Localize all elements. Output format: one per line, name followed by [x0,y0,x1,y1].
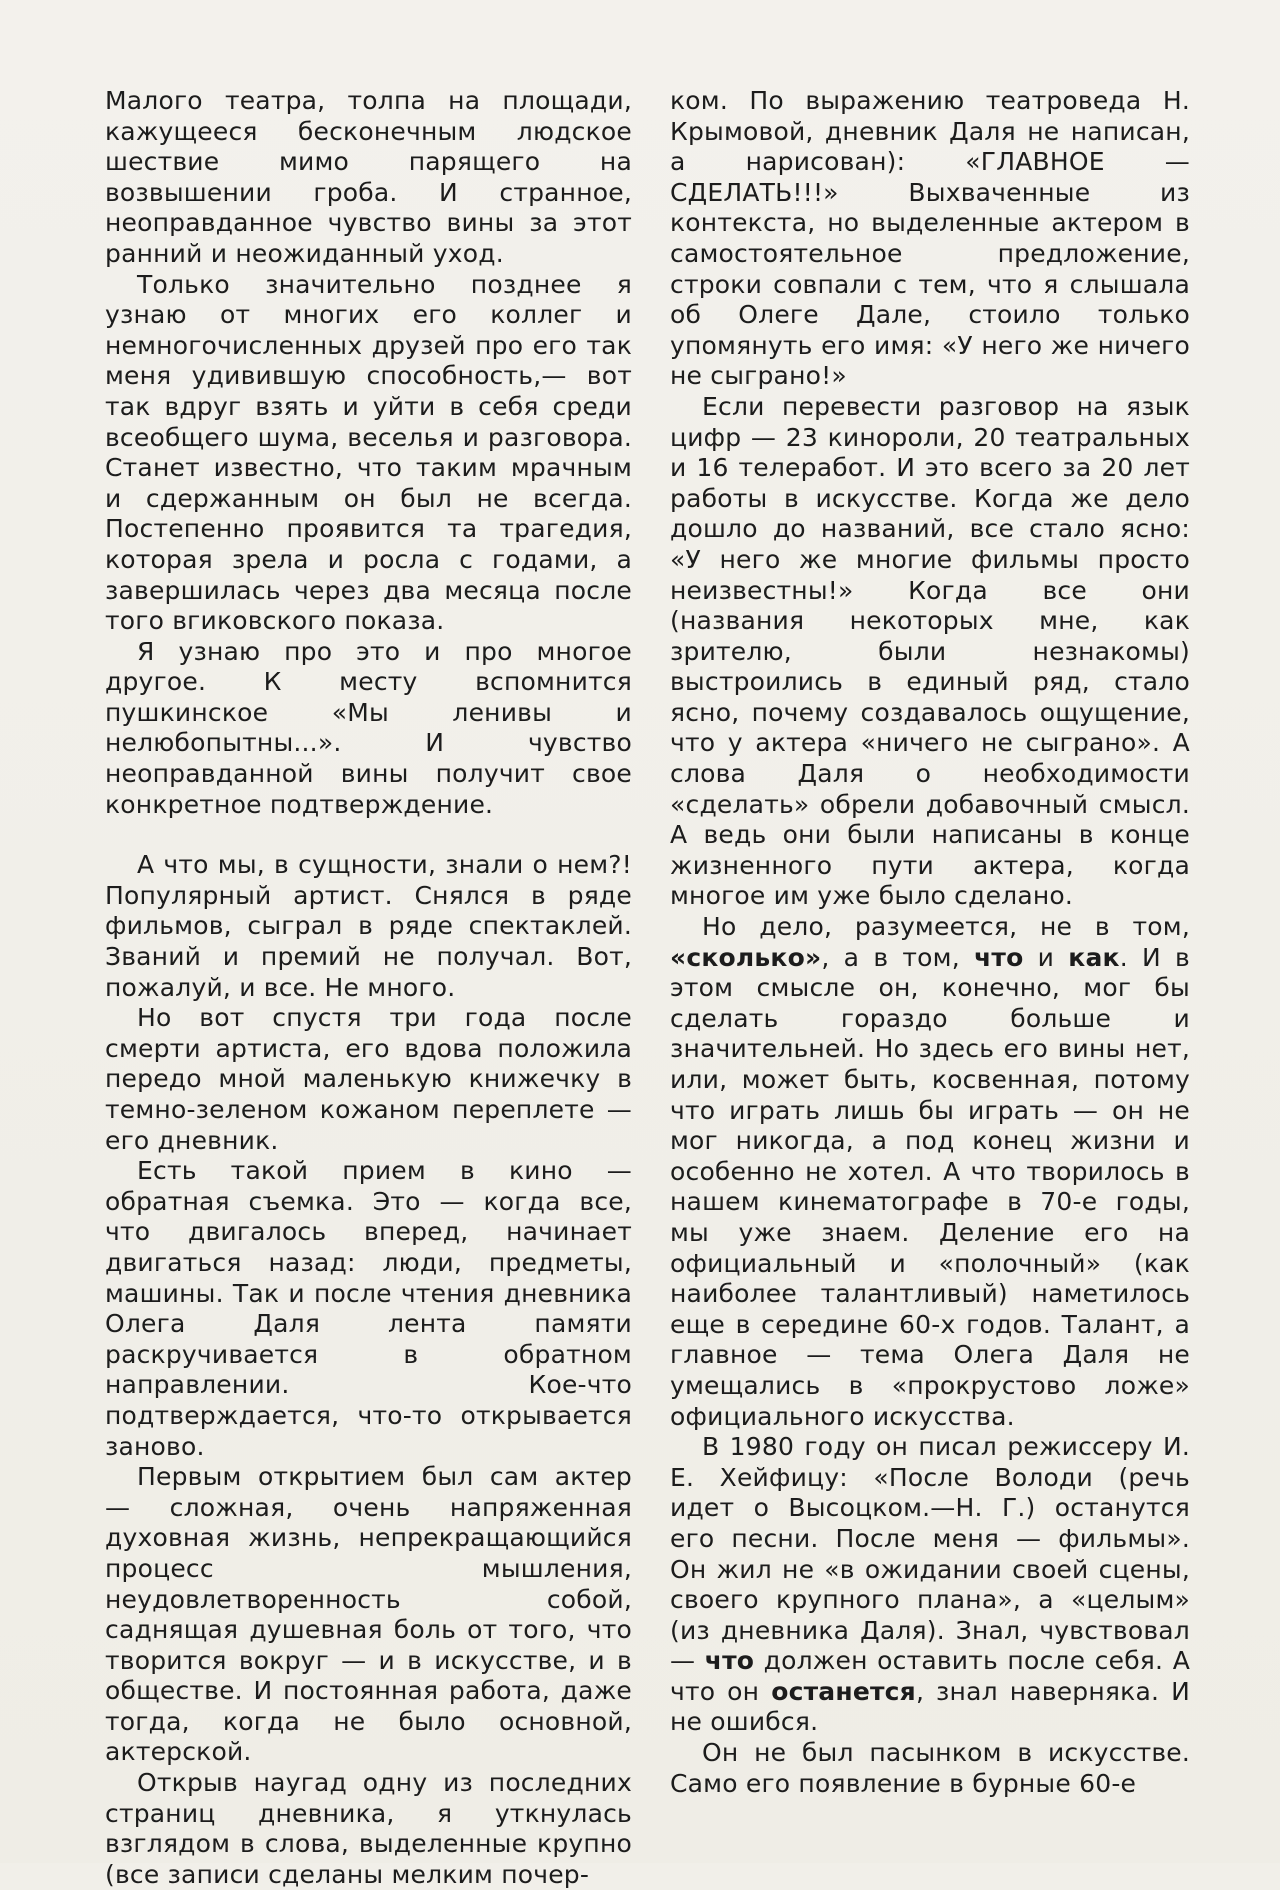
emphasis: что [974,942,1024,972]
emphasis: останется [771,1676,916,1706]
text-run: должен оставить после себя. А что он [670,1646,1190,1706]
text-run: , знал наверняка. И не ошибся. [670,1676,1190,1737]
paragraph [670,912,1190,1432]
paragraph: Первым открытием был сам актер — сложная, очень напряженная духовная жизнь, непрекращающийся процесс мышления, неудовлетворенность собой, саднящая душевная боль от того, что творится вокруг — и в искусстве, и в обществе. И постоянная работа, даже тогда, когда не было основной, актерской. [105,1462,632,1767]
paragraph: Только значительно позднее я узнаю от многих его коллег и немногочисленных друзей про его так меня удивившую способность,— вот так вдруг взять и уйти в себя среди всеобщего шума, веселья и разговора. Станет известно, что таким мрачным и сдержанным он был не всегда. Постепенно проявится та трагедия, которая зрела и росла с годами, а завершилась через два месяца после того вгиковского показа. [105,269,632,636]
text-run: и [1023,942,1069,972]
emphasis: «сколько» [670,942,822,972]
paragraph: Я узнаю про это и про многое другое. К месту вспомнится пушкинское «Мы ленивы и нелюбопытны...». И чувство неоправданной вины получит свое конкретное подтверждение. [105,636,632,819]
text-run: , а в том, [821,942,960,972]
emphasis: как [1068,942,1120,972]
paragraph: Он не был пасынком в искусстве. Само его появление в бурные 60-е [670,1738,1190,1798]
text-run: Но дело, разумеется, не в том, [702,912,1190,942]
paragraph: Если перевести разговор на язык цифр — 23 кинороли, 20 театральных и 16 телеработ. И это всего за 20 лет работы в искусстве. Когда же дело дошло до названий, все стало ясно: «У него же многие фильмы просто неизвестны!» Когда все они (названия некоторых мне, как зрителю, были незнакомы) выстроились в единый ряд, стало ясно, почему создавалось ощущение, что у актера «ничего не сыграно». А слова Даля о необходимости «сделать» обрели добавочный смысл. А ведь они были написаны в конце жизненного пути актера, когда многое им уже было сделано. [670,391,1190,911]
paragraph: Но вот спустя три года после смерти артиста, его вдова положила передо мной маленькую книжечку в темно-зеленом кожаном переплете — его дневник. [105,1003,632,1155]
text-run: В 1980 году он писал режиссеру И. Е. Хейфицу: «После Володи (речь идет о Высоцком.—Н. Г.) останутся его песни. После меня — фильмы». Он жил не «в ожидании своей сцены, своего крупного плана», а «целым» (из дневника Даля). Знал, чувствовал — [670,1432,1190,1676]
paragraph: Малого театра, толпа на площади, кажущееся бесконечным людское шествие мимо парящего на возвышении гроба. И странное, неоправданное чувство вины за этот ранний и неожиданный уход. [105,86,632,268]
paragraph: Открыв наугад одну из последних страниц дневника, я уткнулась взглядом в слова, выделенные крупно (все записи сделаны мелким почер- [105,1768,632,1889]
left-column [105,86,632,1890]
emphasis: что [704,1646,755,1676]
right-column [670,86,1190,1799]
paragraph: Есть такой прием в кино — обратная съемка. Это — когда все, что двигалось вперед, начинает двигаться назад: люди, предметы, машины. Так и после чтения дневника Олега Даля лента памяти раскручивается в обратном направлении. Кое-что подтверждается, что-то открывается заново. [105,1156,632,1461]
paragraph: ком. По выражению театроведа Н. Крымовой, дневник Даля не написан, а нарисован): «ГЛАВНОЕ — СДЕЛАТЬ!!!» Выхваченные из контекста, но выделенные актером в самостоятельное предложение, строки совпали с тем, что я слышала об Олеге Дале, стоило только упомянуть его имя: «У него же ничего не сыграно!» [670,86,1190,391]
section-gap [105,820,632,850]
text-run: . И в этом смысле он, конечно, мог бы сделать гораздо больше и значительней. Но здесь его вины нет, или, может быть, косвенная, потому что играть лишь бы играть — он не мог никогда, а под конец жизни и особенно не хотел. А что творилось в нашем кинематографе в 70-е годы, мы уже знаем. Деление его на официальный и «полочный» (как наиболее талантливый) наметилось еще в середине 60-х годов. Талант, а главное — тема Олега Даля не умещались в «прокрустово ложе» официального искусства. [670,942,1190,1431]
paragraph: А что мы, в сущности, знали о нем?! Популярный артист. Снялся в ряде фильмов, сыграл в ряде спектаклей. Званий и премий не получал. Вот, пожалуй, и все. Не много. [105,850,632,1002]
paragraph [670,1432,1190,1738]
